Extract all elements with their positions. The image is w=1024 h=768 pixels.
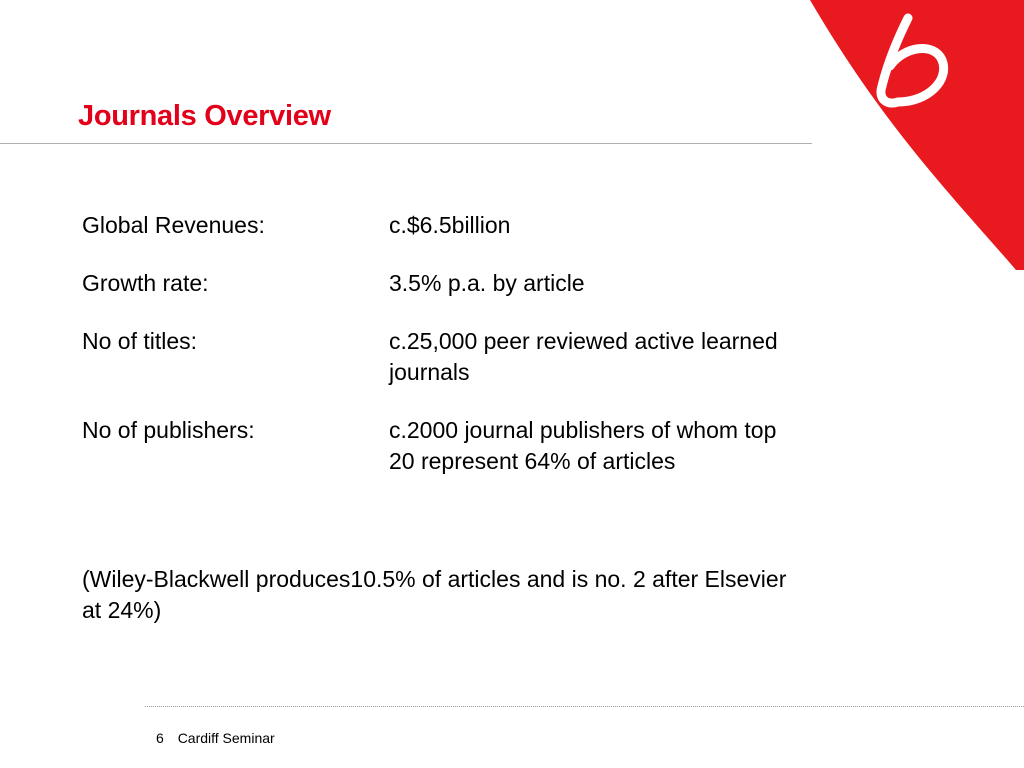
footer — [156, 730, 275, 746]
fact-label: No of publishers: — [82, 417, 255, 443]
logo-red-shape — [810, 0, 1024, 270]
page-title: Journals Overview — [78, 100, 331, 132]
footer-text: Cardiff Seminar — [177, 730, 275, 746]
blackwell-logo-icon — [806, 0, 1024, 270]
fact-label: Global Revenues: — [82, 212, 265, 238]
fact-value: 3.5% p.a. by article — [389, 270, 585, 296]
fact-value: c.2000 journal publishers of whom top 20 represent 64% of articles — [389, 417, 777, 474]
fact-label: Growth rate: — [82, 270, 209, 296]
fact-value: c.$6.5billion — [389, 212, 511, 238]
fact-row-growth-rate — [82, 268, 802, 299]
title-divider — [0, 143, 812, 144]
fact-label: No of titles: — [82, 328, 198, 354]
facts-list — [82, 210, 802, 504]
fact-value: c.25,000 peer reviewed active learned journals — [389, 328, 778, 385]
fact-row-no-of-publishers — [82, 415, 802, 477]
page-number: 6 — [156, 730, 164, 746]
note-text: (Wiley-Blackwell produces10.5% of articles and is no. 2 after Elsevier at 24%) — [82, 566, 787, 623]
footer-divider — [145, 706, 1024, 707]
fact-row-global-revenues — [82, 210, 802, 241]
fact-row-no-of-titles — [82, 326, 802, 388]
